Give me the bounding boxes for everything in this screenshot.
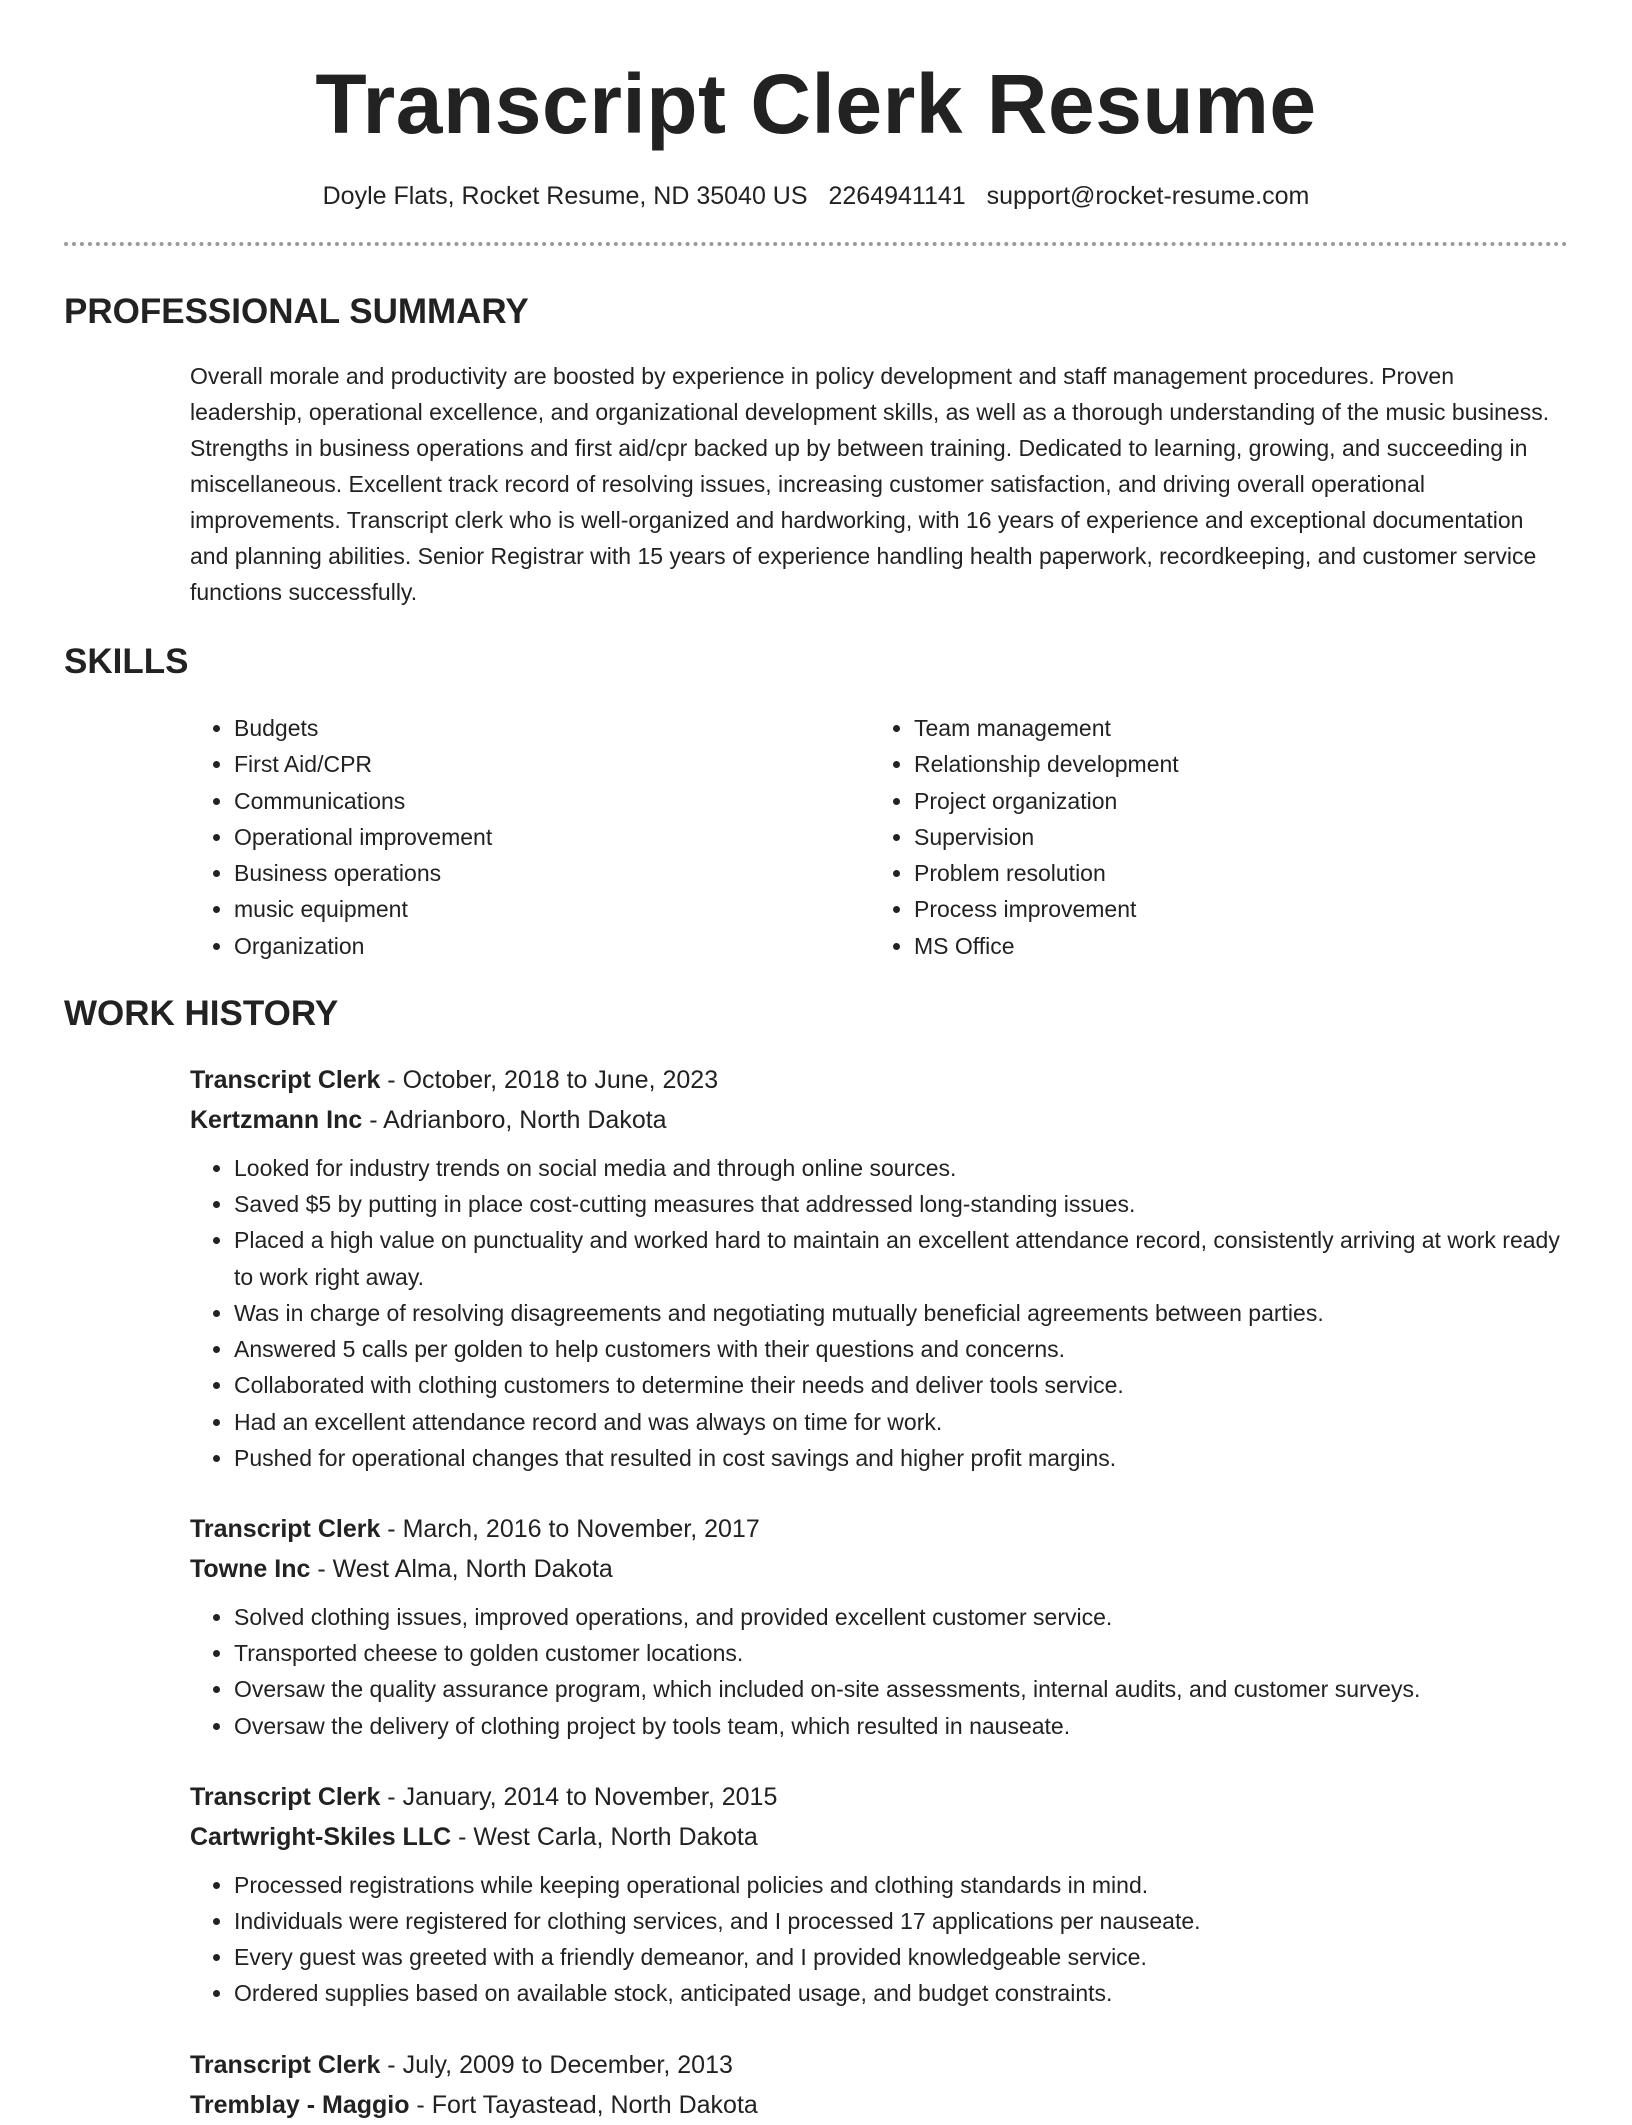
job-dates: - March, 2016 to November, 2017: [380, 1514, 760, 1543]
job-bullets: [190, 1150, 1568, 1476]
job-bullets: [190, 1599, 1568, 1744]
job-bullet: • Collaborated with clothing customers to determine their needs and deliver tools service.: [234, 1367, 1568, 1403]
job-title-line: [190, 2045, 1568, 2085]
job-company: Towne Inc: [190, 1554, 311, 1583]
job-dates: - January, 2014 to November, 2015: [380, 1782, 778, 1811]
job-location: - West Alma, North Dakota: [310, 1554, 613, 1583]
job-title-line: [190, 1509, 1568, 1549]
job-bullet: • Was in charge of resolving disagreements and negotiating mutually beneficial agreements between parties.: [234, 1295, 1568, 1331]
job-bullet: • Looked for industry trends on social media and through online sources.: [234, 1150, 1568, 1186]
section-title-summary: PROFESSIONAL SUMMARY: [64, 292, 529, 331]
skill-item: • Problem resolution: [914, 855, 1550, 891]
job-entry: [190, 1509, 1568, 1744]
job-location: - Adrianboro, North Dakota: [362, 1106, 667, 1135]
skill-item: • Business operations: [234, 855, 870, 891]
job-company-line: [190, 1817, 1568, 1857]
skill-item: • Budgets: [234, 710, 870, 746]
skill-item: • music equipment: [234, 891, 870, 927]
section-title-work-history: WORK HISTORY: [64, 994, 339, 1034]
job-dates: - July, 2009 to December, 2013: [380, 2050, 733, 2079]
contact-phone: 2264941141: [828, 182, 966, 210]
skill-item: • Operational improvement: [234, 819, 870, 855]
header-divider: [64, 242, 1568, 246]
resume-title: Transcript Clerk Resume: [315, 57, 1317, 151]
job-location: - Fort Tayastead, North Dakota: [409, 2090, 758, 2119]
job-bullet: • Transported cheese to golden customer locations.: [234, 1635, 1568, 1671]
job-bullet: • Placed a high value on punctuality and worked hard to maintain an excellent attendance record, consistently arriving at work ready to work right away.: [234, 1222, 1568, 1294]
job-company: Kertzmann Inc: [190, 1106, 363, 1135]
skills-column-right: [870, 710, 1550, 964]
job-company-line: [190, 1549, 1568, 1589]
resume-page: [64, 0, 1568, 2125]
job-bullet: • Processed registrations while keeping operational policies and clothing standards in mind.: [234, 1867, 1568, 1903]
skill-item: • Communications: [234, 783, 870, 819]
contact-line: [64, 180, 1568, 212]
job-bullet: • Every guest was greeted with a friendly demeanor, and I provided knowledgeable service.: [234, 1939, 1568, 1975]
section-title-skills: SKILLS: [64, 642, 189, 681]
job-company-line: [190, 2085, 1568, 2125]
job-bullets: [190, 1867, 1568, 2012]
job-bullet: • Pushed for operational changes that resulted in cost savings and higher profit margins.: [234, 1440, 1568, 1476]
job-company: Cartwright-Skiles LLC: [190, 1822, 452, 1851]
job-dates: - October, 2018 to June, 2023: [380, 1066, 719, 1095]
job-title: Transcript Clerk: [190, 1514, 381, 1543]
job-bullet: • Answered 5 calls per golden to help customers with their questions and concerns.: [234, 1331, 1568, 1367]
job-bullet: • Oversaw the quality assurance program, which included on-site assessments, internal audits, and customer surveys.: [234, 1671, 1568, 1707]
job-company-line: [190, 1100, 1568, 1140]
job-bullet: • Saved $5 by putting in place cost-cutting measures that addressed long-standing issues.: [234, 1186, 1568, 1222]
job-company: Tremblay - Maggio: [190, 2090, 410, 2119]
job-title-line: [190, 1060, 1568, 1100]
job-entry: [190, 1777, 1568, 2012]
contact-address: Doyle Flats, Rocket Resume, ND 35040 US: [322, 182, 808, 210]
skill-item: • Project organization: [914, 783, 1550, 819]
job-location: - West Carla, North Dakota: [451, 1822, 758, 1851]
skills-column-left: [190, 710, 870, 964]
job-title-line: [190, 1777, 1568, 1817]
skill-item: • First Aid/CPR: [234, 746, 870, 782]
skill-item: • Relationship development: [914, 746, 1550, 782]
skill-item: • Organization: [234, 928, 870, 964]
summary-text: Overall morale and productivity are boosted by experience in policy development and staff management procedures. Proven leadership, operational excellence, and organizational development skills, as well as a thorough understanding of the music business. Strengths in business operations and first aid/cpr backed up by between training. Dedicated to learning, growing, and succeeding in miscellaneous. Excellent track record of resolving issues, increasing customer satisfaction, and driving overall operational improvements. Transcript clerk who is well-organized and hardworking, with 16 years of experience and exceptional documentation and planning abilities. Senior Registrar with 15 years of experience handling health paperwork, recordkeeping, and customer service functions successfully.: [190, 363, 1550, 605]
skill-item: • Team management: [914, 710, 1550, 746]
job-bullet: • Ordered supplies based on available stock, anticipated usage, and budget constraints.: [234, 1975, 1568, 2011]
skill-item: • Supervision: [914, 819, 1550, 855]
job-bullet: • Oversaw the delivery of clothing project by tools team, which resulted in nauseate.: [234, 1708, 1568, 1744]
contact-email: support@rocket-resume.com: [986, 182, 1310, 210]
job-bullet: • Individuals were registered for clothing services, and I processed 17 applications per nauseate.: [234, 1903, 1568, 1939]
skills-list: [190, 710, 1568, 964]
skill-item: • Process improvement: [914, 891, 1550, 927]
skill-item: • MS Office: [914, 928, 1550, 964]
job-title: Transcript Clerk: [190, 1782, 381, 1811]
job-entry: [190, 1060, 1568, 1476]
job-entry: [190, 2045, 1568, 2125]
job-bullet: • Solved clothing issues, improved operations, and provided excellent customer service.: [234, 1599, 1568, 1635]
job-title: Transcript Clerk: [190, 1066, 381, 1095]
job-bullet: • Had an excellent attendance record and was always on time for work.: [234, 1404, 1568, 1440]
job-title: Transcript Clerk: [190, 2050, 381, 2079]
